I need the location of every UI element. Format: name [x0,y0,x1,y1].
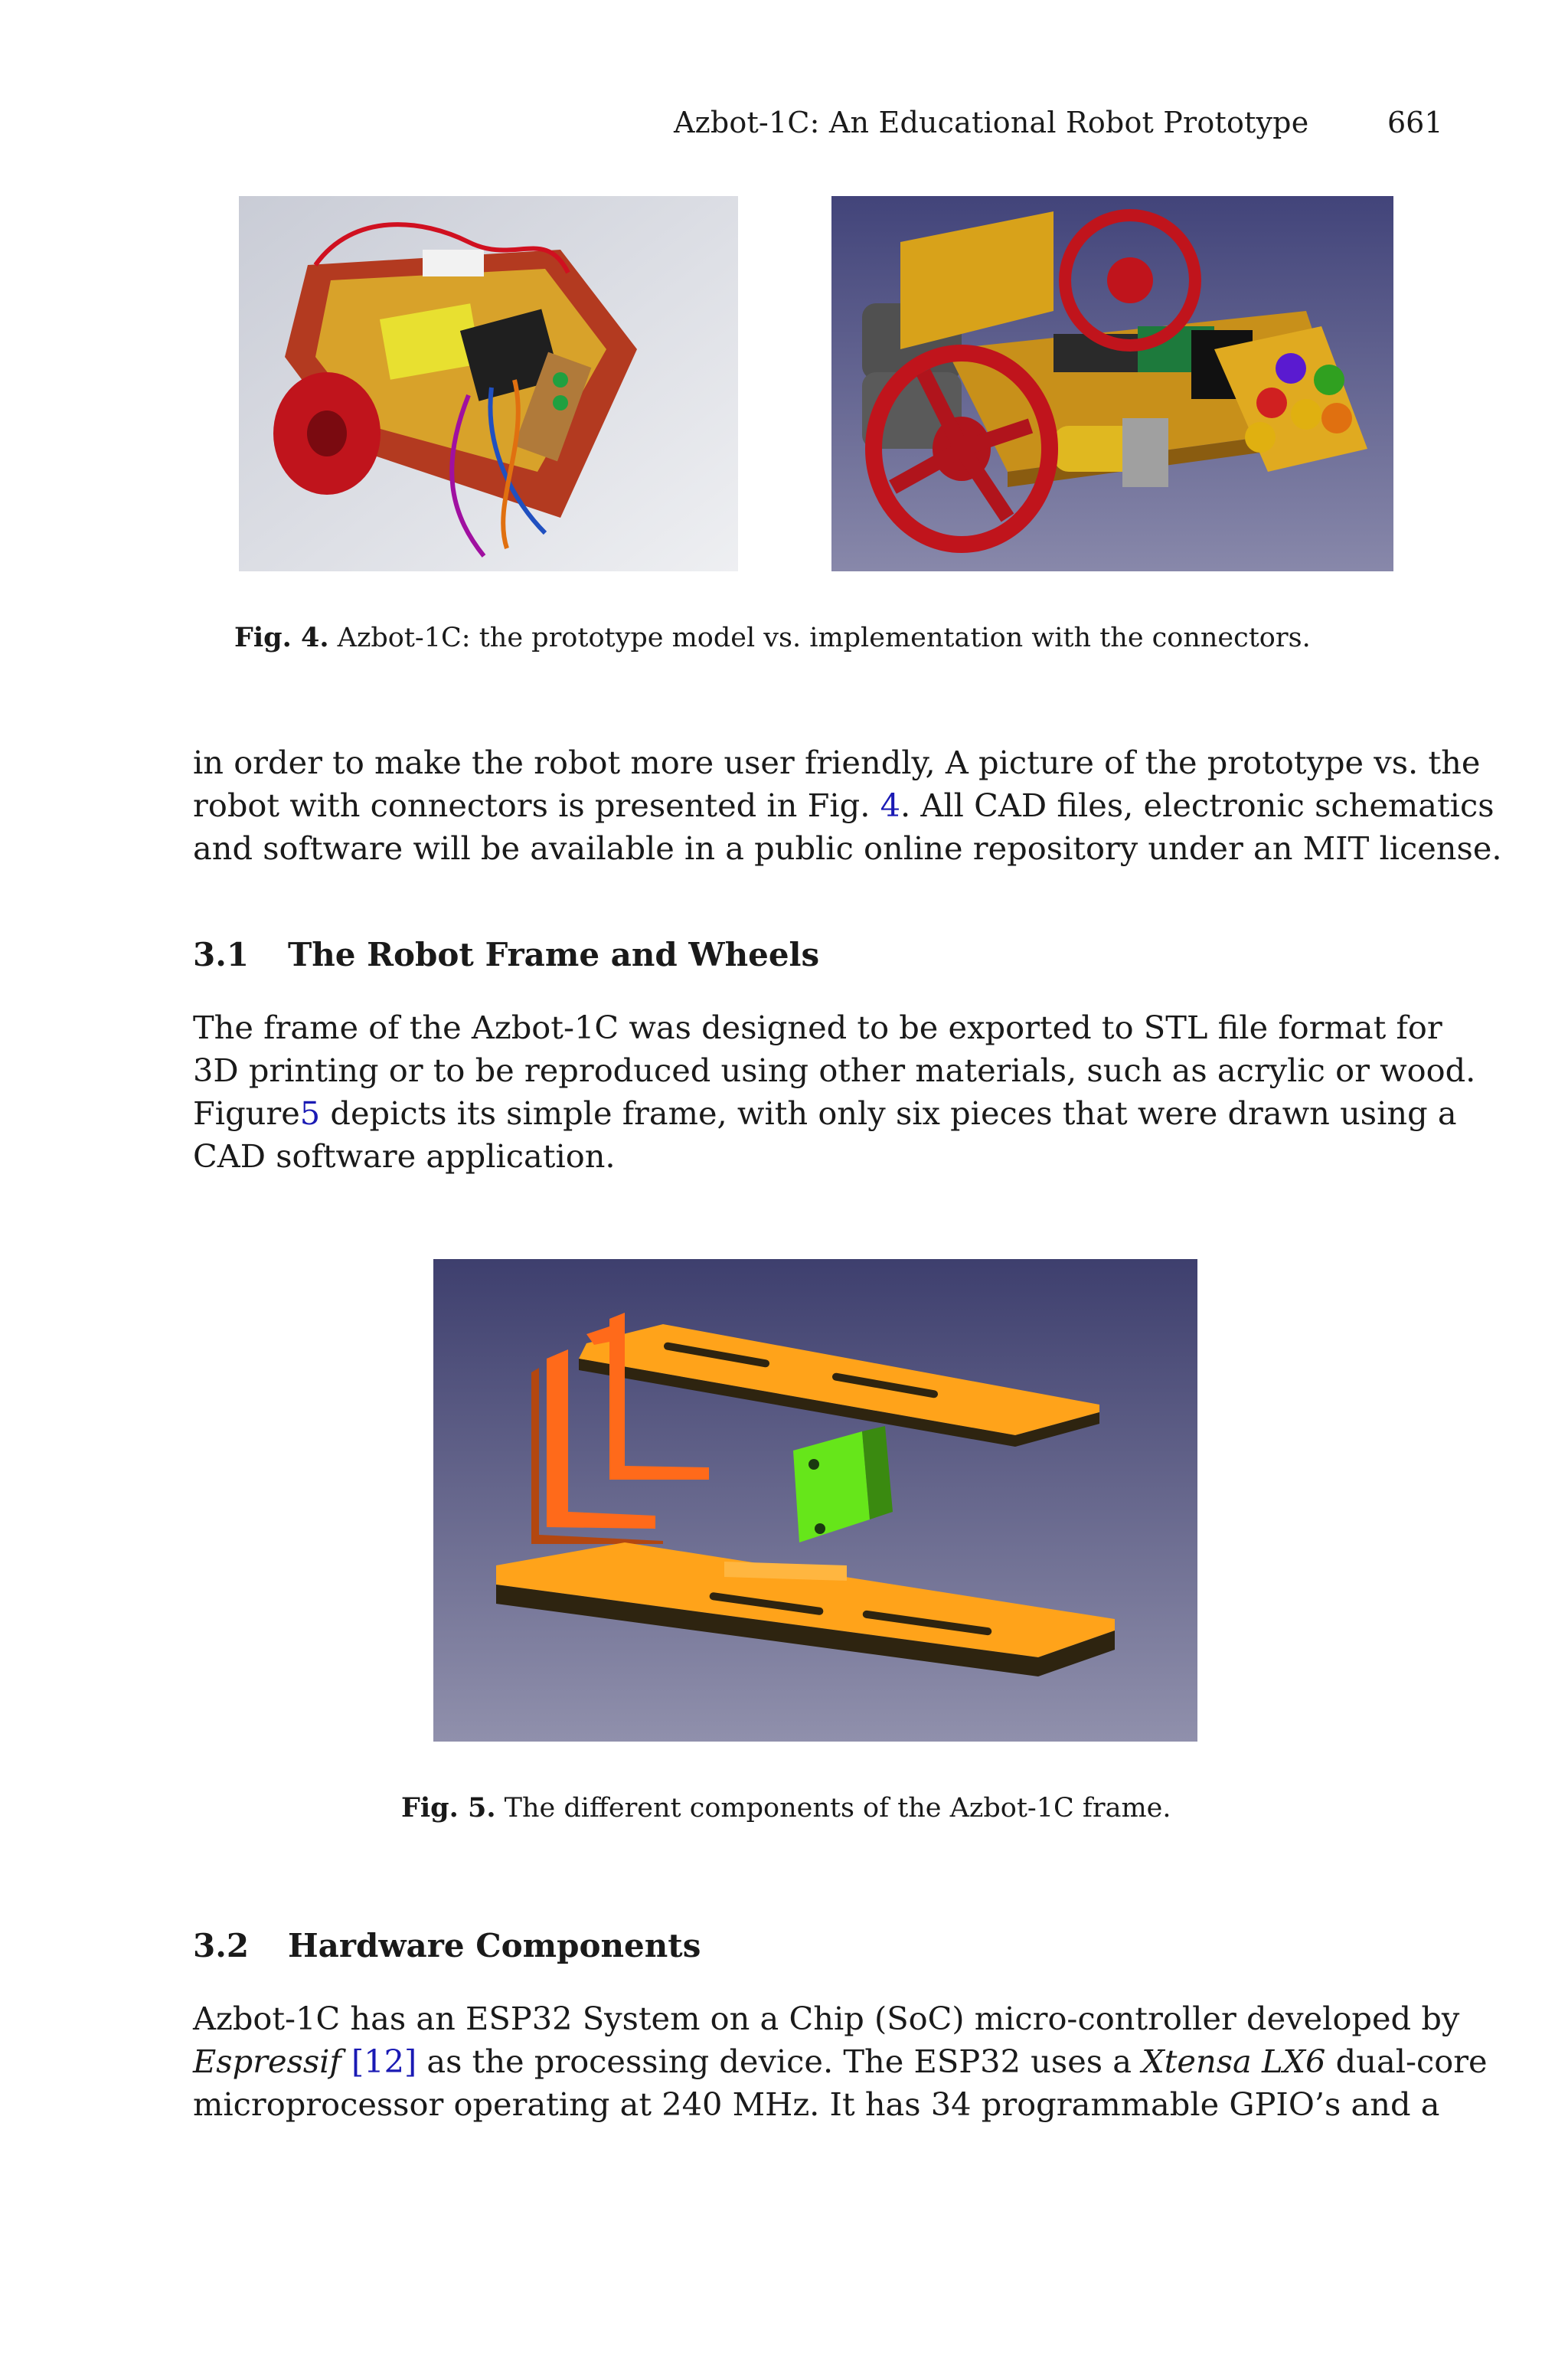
ref-12-citation-link[interactable]: [12] [351,2043,417,2080]
figure-4-caption-text: Azbot-1C: the prototype model vs. implementation with the connectors. [337,623,1311,653]
paragraph-1 [193,741,1502,870]
paragraph-1-line-3: and software will be available in a public online repository under an MIT license. [193,829,1502,867]
section-3-2-heading [193,1927,701,1964]
paragraph-2-line-1: The frame of the Azbot-1C was designed to be exported to STL file format for [193,1009,1442,1046]
robot-photo-image [239,196,738,571]
section-title: Hardware Components [288,1927,701,1964]
section-number: 3.1 [193,936,250,973]
paragraph-1-line-2: robot with connectors is presented in Fig. 4. All CAD files, electronic schematics [193,787,1494,824]
figure-4-cad-model [831,196,1393,571]
frame-cad-image [433,1259,1197,1742]
figure-5-label: Fig. 5. [401,1792,496,1824]
figure-4-label: Fig. 4. [234,622,329,653]
paragraph-3-line-3: microprocessor operating at 240 MHz. It has 34 programmable GPIO’s and a [193,2085,1440,2123]
section-number: 3.2 [193,1927,250,1964]
paragraph-2-line-3: Figure5 depicts its simple frame, with only six pieces that were drawn using a [193,1094,1457,1132]
page-number: 661 [1387,106,1443,139]
paragraph-2 [193,1006,1476,1178]
paragraph-3-line-2: Espressif [12] as the processing device. The ESP32 uses a Xtensa LX6 dual-core [193,2043,1488,2080]
paragraph-3 [193,1997,1488,2126]
fig-4-reference-link[interactable]: 4 [880,787,901,824]
running-header: Azbot-1C: An Educational Robot Prototype [674,106,1309,139]
paragraph-3-line-1: Azbot-1C has an ESP32 System on a Chip (SoC) micro-controller developed by [193,2000,1460,2037]
paragraph-2-line-4: CAD software application. [193,1137,616,1175]
section-3-1-heading [193,936,819,973]
figure-5-frame-components [433,1259,1197,1742]
section-title: The Robot Frame and Wheels [288,936,820,973]
paragraph-1-line-1: in order to make the robot more user friendly, A picture of the prototype vs. the [193,744,1481,781]
figure-4-caption [234,622,1311,653]
robot-cad-image [831,196,1393,571]
fig-5-reference-link[interactable]: 5 [299,1094,321,1132]
figure-5-caption [401,1792,1171,1824]
paragraph-2-line-2: 3D printing or to be reproduced using other materials, such as acrylic or wood. [193,1052,1476,1089]
figure-5-caption-text: The different components of the Azbot-1C frame. [504,1793,1171,1824]
figure-4-prototype-photo [239,196,738,571]
